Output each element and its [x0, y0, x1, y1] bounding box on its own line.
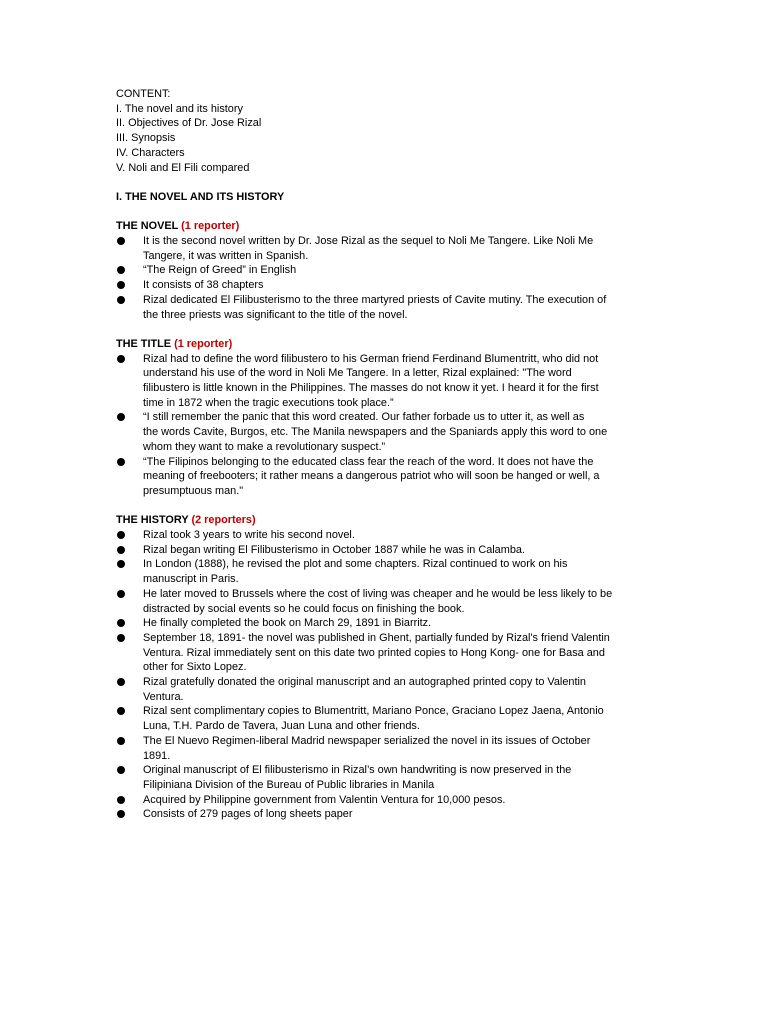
- bullet-item: [116, 352, 656, 411]
- history-heading: [116, 513, 656, 528]
- bullet-dot-icon: [117, 590, 125, 598]
- bullet-dot-icon: [117, 281, 125, 289]
- bullet-text-line: “I still remember the panic that this word created. Our father forbade us to utter it, as well as: [143, 411, 585, 424]
- contents-title: CONTENT:: [116, 88, 171, 100]
- contents-item: III. Synopsis: [116, 132, 176, 145]
- bullet-dot-icon: [117, 237, 125, 245]
- document-page: [116, 87, 656, 822]
- bullet-text-line: Filipiniana Division of the Bureau of Public libraries in Manila: [143, 778, 435, 791]
- spacer: [116, 322, 656, 337]
- bullet-text-line: filibustero is little known in the Philippines. The masses do not know it yet. I heard it for the first: [143, 382, 599, 395]
- title-reporter-badge: (1 reporter): [174, 337, 233, 350]
- bullet-text-line: manuscript in Paris.: [143, 573, 239, 586]
- bullet-item: [116, 793, 656, 808]
- bullet-dot-icon: [117, 737, 125, 745]
- bullet-item: [116, 631, 656, 675]
- bullet-text-line: Acquired by Philippine government from Valentin Ventura for 10,000 pesos.: [143, 793, 506, 806]
- bullet-item: [116, 807, 656, 822]
- bullet-item: [116, 263, 656, 278]
- bullet-text-line: Consists of 279 pages of long sheets paper: [143, 808, 353, 821]
- bullet-item: [116, 234, 656, 263]
- bullet-dot-icon: [117, 810, 125, 818]
- bullet-item: [116, 616, 656, 631]
- bullet-dot-icon: [117, 634, 125, 642]
- bullet-dot-icon: [117, 266, 125, 274]
- bullet-text-line: presumptuous man.": [143, 484, 244, 497]
- bullet-item: [116, 528, 656, 543]
- bullet-text-line: “The Reign of Greed” in English: [143, 264, 297, 277]
- contents-item: V. Noli and El Fili compared: [116, 161, 250, 174]
- bullet-dot-icon: [117, 707, 125, 715]
- bullet-text-line: It is the second novel written by Dr. Jose Rizal as the sequel to Noli Me Tangere. Like Noli Me: [143, 235, 594, 247]
- bullet-dot-icon: [117, 796, 125, 804]
- bullet-text-line: whom they want to make a revolutionary suspect.”: [143, 440, 386, 453]
- novel-reporter-badge: (1 reporter): [181, 220, 240, 233]
- bullet-item: [116, 455, 656, 499]
- bullet-item: [116, 410, 656, 454]
- bullet-text-line: Luna, T.H. Pardo de Tavera, Juan Luna and other friends.: [143, 720, 420, 733]
- bullet-dot-icon: [117, 355, 125, 363]
- bullet-text-line: Ventura. Rizal immediately sent on this date two printed copies to Hong Kong- one for Basa and: [143, 646, 605, 659]
- bullet-text-line: understand his use of the word in Noli Me Tangere. In a letter, Rizal explained: "The word: [143, 367, 572, 380]
- bullet-item: [116, 704, 656, 733]
- bullet-text-line: September 18, 1891- the novel was published in Ghent, partially funded by Rizal's friend Valentin: [143, 631, 610, 644]
- spacer: [116, 499, 656, 514]
- title-heading-text: THE TITLE: [116, 337, 175, 350]
- bullet-dot-icon: [117, 560, 125, 568]
- history-reporter-badge: (2 reporters): [191, 514, 256, 527]
- bullet-text-line: He later moved to Brussels where the cost of living was cheaper and he would be less likely to be: [143, 587, 613, 600]
- bullet-text-line: the words Cavite, Burgos, etc. The Manila newspapers and the Spaniards apply this word to one: [143, 426, 608, 439]
- contents-item: IV. Characters: [116, 146, 185, 159]
- bullet-text-line: other for Sixto Lopez.: [143, 661, 247, 674]
- bullet-item: [116, 763, 656, 792]
- bullet-text-line: 1891.: [143, 749, 171, 762]
- novel-heading-text: THE NOVEL: [116, 220, 182, 233]
- title-heading: [116, 337, 656, 352]
- history-bullet-list: [116, 528, 656, 822]
- history-heading-text: THE HISTORY: [116, 514, 192, 527]
- bullet-text-line: Tangere, it was written in Spanish.: [143, 249, 309, 262]
- bullet-text-line: Rizal had to define the word filibustero to his German friend Ferdinand Blumentritt, who did not: [143, 352, 599, 365]
- bullet-text-line: It consists of 38 chapters: [143, 279, 264, 292]
- bullet-item: [116, 587, 656, 616]
- title-bullet-list: [116, 352, 656, 499]
- bullet-item: [116, 734, 656, 763]
- bullet-text-line: Rizal sent complimentary copies to Blumentritt, Mariano Ponce, Graciano Lopez Jaena, Antonio: [143, 705, 604, 718]
- bullet-item: [116, 543, 656, 558]
- contents-item: II. Objectives of Dr. Jose Rizal: [116, 117, 262, 130]
- bullet-item: [116, 557, 656, 586]
- bullet-text-line: He finally completed the book on March 29, 1891 in Biarritz.: [143, 617, 432, 630]
- spacer: [116, 205, 656, 220]
- bullet-text-line: Original manuscript of El filibusterismo in Rizal’s own handwriting is now preserved in the: [143, 764, 572, 777]
- bullet-dot-icon: [117, 766, 125, 774]
- bullet-dot-icon: [117, 546, 125, 554]
- bullet-dot-icon: [117, 296, 125, 304]
- bullet-text-line: “The Filipinos belonging to the educated class fear the reach of the word. It does not have the: [143, 455, 594, 468]
- bullet-text-line: Ventura.: [143, 690, 184, 703]
- bullet-item: [116, 278, 656, 293]
- table-of-contents: [116, 87, 656, 175]
- bullet-dot-icon: [117, 413, 125, 421]
- spacer: [116, 175, 656, 190]
- bullet-dot-icon: [117, 678, 125, 686]
- bullet-dot-icon: [117, 458, 125, 466]
- bullet-text-line: meaning of freebooters; it rather means a dangerous patriot who will soon be hanged or well, a: [143, 470, 600, 483]
- bullet-text-line: In London (1888), he revised the plot and some chapters. Rizal continued to work on his: [143, 558, 568, 571]
- bullet-text-line: Rizal gratefully donated the original manuscript and an autographed printed copy to Valentin: [143, 676, 586, 689]
- bullet-text-line: Rizal took 3 years to write his second novel.: [143, 529, 355, 542]
- bullet-text-line: The El Nuevo Regimen-liberal Madrid newspaper serialized the novel in its issues of October: [143, 734, 591, 747]
- bullet-text-line: Rizal began writing El Filibusterismo in October 1887 while he was in Calamba.: [143, 543, 525, 556]
- bullet-dot-icon: [117, 619, 125, 627]
- bullet-text-line: Rizal dedicated El Filibusterismo to the three martyred priests of Cavite mutiny. The execution of: [143, 293, 607, 306]
- novel-bullet-list: [116, 234, 656, 322]
- section-heading: I. THE NOVEL AND ITS HISTORY: [116, 190, 285, 203]
- novel-heading: [116, 219, 656, 234]
- bullet-item: [116, 675, 656, 704]
- bullet-text-line: distracted by social events so he could focus on finishing the book.: [143, 602, 465, 615]
- contents-item: I. The novel and its history: [116, 102, 243, 115]
- bullet-text-line: the three priests was significant to the title of the novel.: [143, 308, 408, 321]
- bullet-text-line: time in 1872 when the tragic executions took place.”: [143, 396, 394, 409]
- bullet-item: [116, 293, 656, 322]
- bullet-dot-icon: [117, 531, 125, 539]
